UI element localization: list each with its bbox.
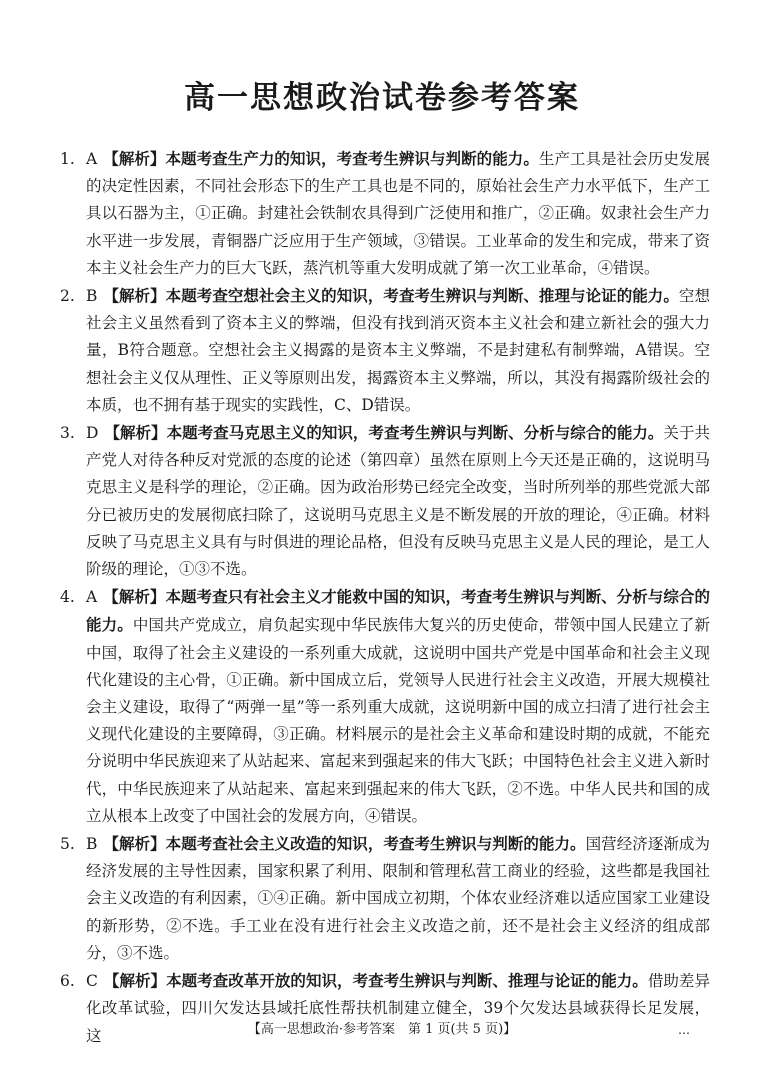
question-number: 6. [60,972,75,991]
analysis-body: 空想社会主义虽然看到了资本主义的弊端，但没有找到消灭资本主义社会和建立新社会的强大力量，B符合题意。空想社会主义揭露的是资本主义弊端，不是封建私有制弊端，A错误。空想社会主义仅从理性、正义等原则出发，揭露资本主义弊端，所以，其没有揭露阶级社会的本质，也不拥有基于现实的实践性，C、D错误。 [86,287,710,414]
answer-letter: A [86,150,98,168]
question-number: 2. [60,287,75,306]
analysis-lead: 本题考查生产力的知识，考查考生辨识与判断的能力。 [165,149,539,168]
question-number: 1. [60,150,75,168]
question-2 [60,282,710,419]
answer-letter: B [86,287,98,306]
analysis-tag: 【解析】 [103,286,166,306]
answer-letter: C [86,972,98,991]
answer-letter: B [86,835,98,854]
question-number: 3. [60,424,75,443]
page-title: 高一思想政治试卷参考答案 [184,80,580,116]
question-number: 5. [60,835,75,854]
analysis-lead: 本题考查空想社会主义的知识，考查考生辨识与判断、推理与论证的能力。 [165,286,679,306]
page-footer: 【高一思想政治·参考答案 第 1 页(共 5 页)】 [247,1022,517,1037]
analysis-body: 关于共产党人对待各种反对党派的态度的论述（第四章）虽然在原则上今天还是正确的，这说明马克思主义是科学的理论，②正确。因为政治形势已经完全改变，当时所列举的那些党派大部分已被历史的发展彻底扫除了，这说明马克思主义是不断发展的开放的理论，④正确。材料反映了马克思主义具有与时俱进的理论品格，但没有反映马克思主义是人民的理论，是工人阶级的理论，①③不选。 [86,424,710,579]
question-4 [60,583,710,830]
analysis-lead: 本题考查改革开放的知识，考查考生辨识与判断、推理与论证的能力。 [166,971,648,991]
question-number: 4. [60,588,75,607]
analysis-lead: 本题考查马克思主义的知识，考查考生辨识与判断、分析与综合的能力。 [166,423,664,443]
analysis-tag: 【解析】 [103,149,166,168]
analysis-tag: 【解析】 [103,834,166,854]
analysis-lead: 本题考查社会主义改造的知识，考查考生辨识与判断的能力。 [165,834,586,854]
answer-list [60,145,710,1050]
analysis-body: 借助差异化改革试验，四川欠发达县域托底性帮扶机制建立健全，39个欠发达县域获得长足发展，这 [86,972,710,1045]
analysis-tag: 【解析】 [103,587,166,607]
question-1 [60,145,710,282]
answer-letter: D [86,424,99,443]
continued-mark: … [678,1023,690,1037]
analysis-body: 国营经济逐渐成为经济发展的主导性因素，国家积累了利用、限制和管理私营工商业的经验，这些都是我国社会主义改造的有利因素，①④正确。新中国成立初期，个体农业经济难以适应国家工业建设的新形势，②不选。手工业在没有进行社会主义改造之前，还不是社会主义经济的组成部分，③不选。 [86,835,710,962]
analysis-tag: 【解析】 [103,971,167,991]
answer-letter: A [86,588,98,607]
analysis-body: 生产工具是社会历史发展的决定性因素，不同社会形态下的生产工具也是不同的，原始社会生产力水平低下，生产工具以石器为主，①正确。封建社会铁制农具得到广泛使用和推广，②正确。奴隶社会生产力水平进一步发展，青铜器广泛应用于生产领域，③错误。工业革命的发生和完成，带来了资本主义社会生产力的巨大飞跃，蒸汽机等重大发明成就了第一次工业革命，④错误。 [86,150,710,277]
analysis-body: 中国共产党成立，肩负起实现中华民族伟大复兴的历史使命，带领中国人民建立了新中国，取得了社会主义建设的一系列重大成就，这说明中国共产党是中国革命和社会主义现代化建设的主心骨，①正确。新中国成立后，党领导人民进行社会主义改造，开展大规模社会主义建设，取得了“两弹一星”等一系列重大成就，这说明新中国的成立扫清了进行社会主义现代化建设的主要障碍，③正确。材料展示的是社会主义革命和建设时期的成就，不能充分说明中华民族迎来了从站起来、富起来到强起来的伟大飞跃；中国特色社会主义进入新时代，中华民族迎来了从站起来、富起来到强起来的伟大飞跃，②不选。中华人民共和国的成立从根本上改变了中国社会的发展方向，④错误。 [86,616,710,825]
question-5 [60,830,710,967]
analysis-tag: 【解析】 [104,423,167,443]
analysis-lead: 本题考查只有社会主义才能救中国的知识，考查考生辨识与判断、分析与综合的能力。 [86,587,710,635]
question-3 [60,419,710,583]
